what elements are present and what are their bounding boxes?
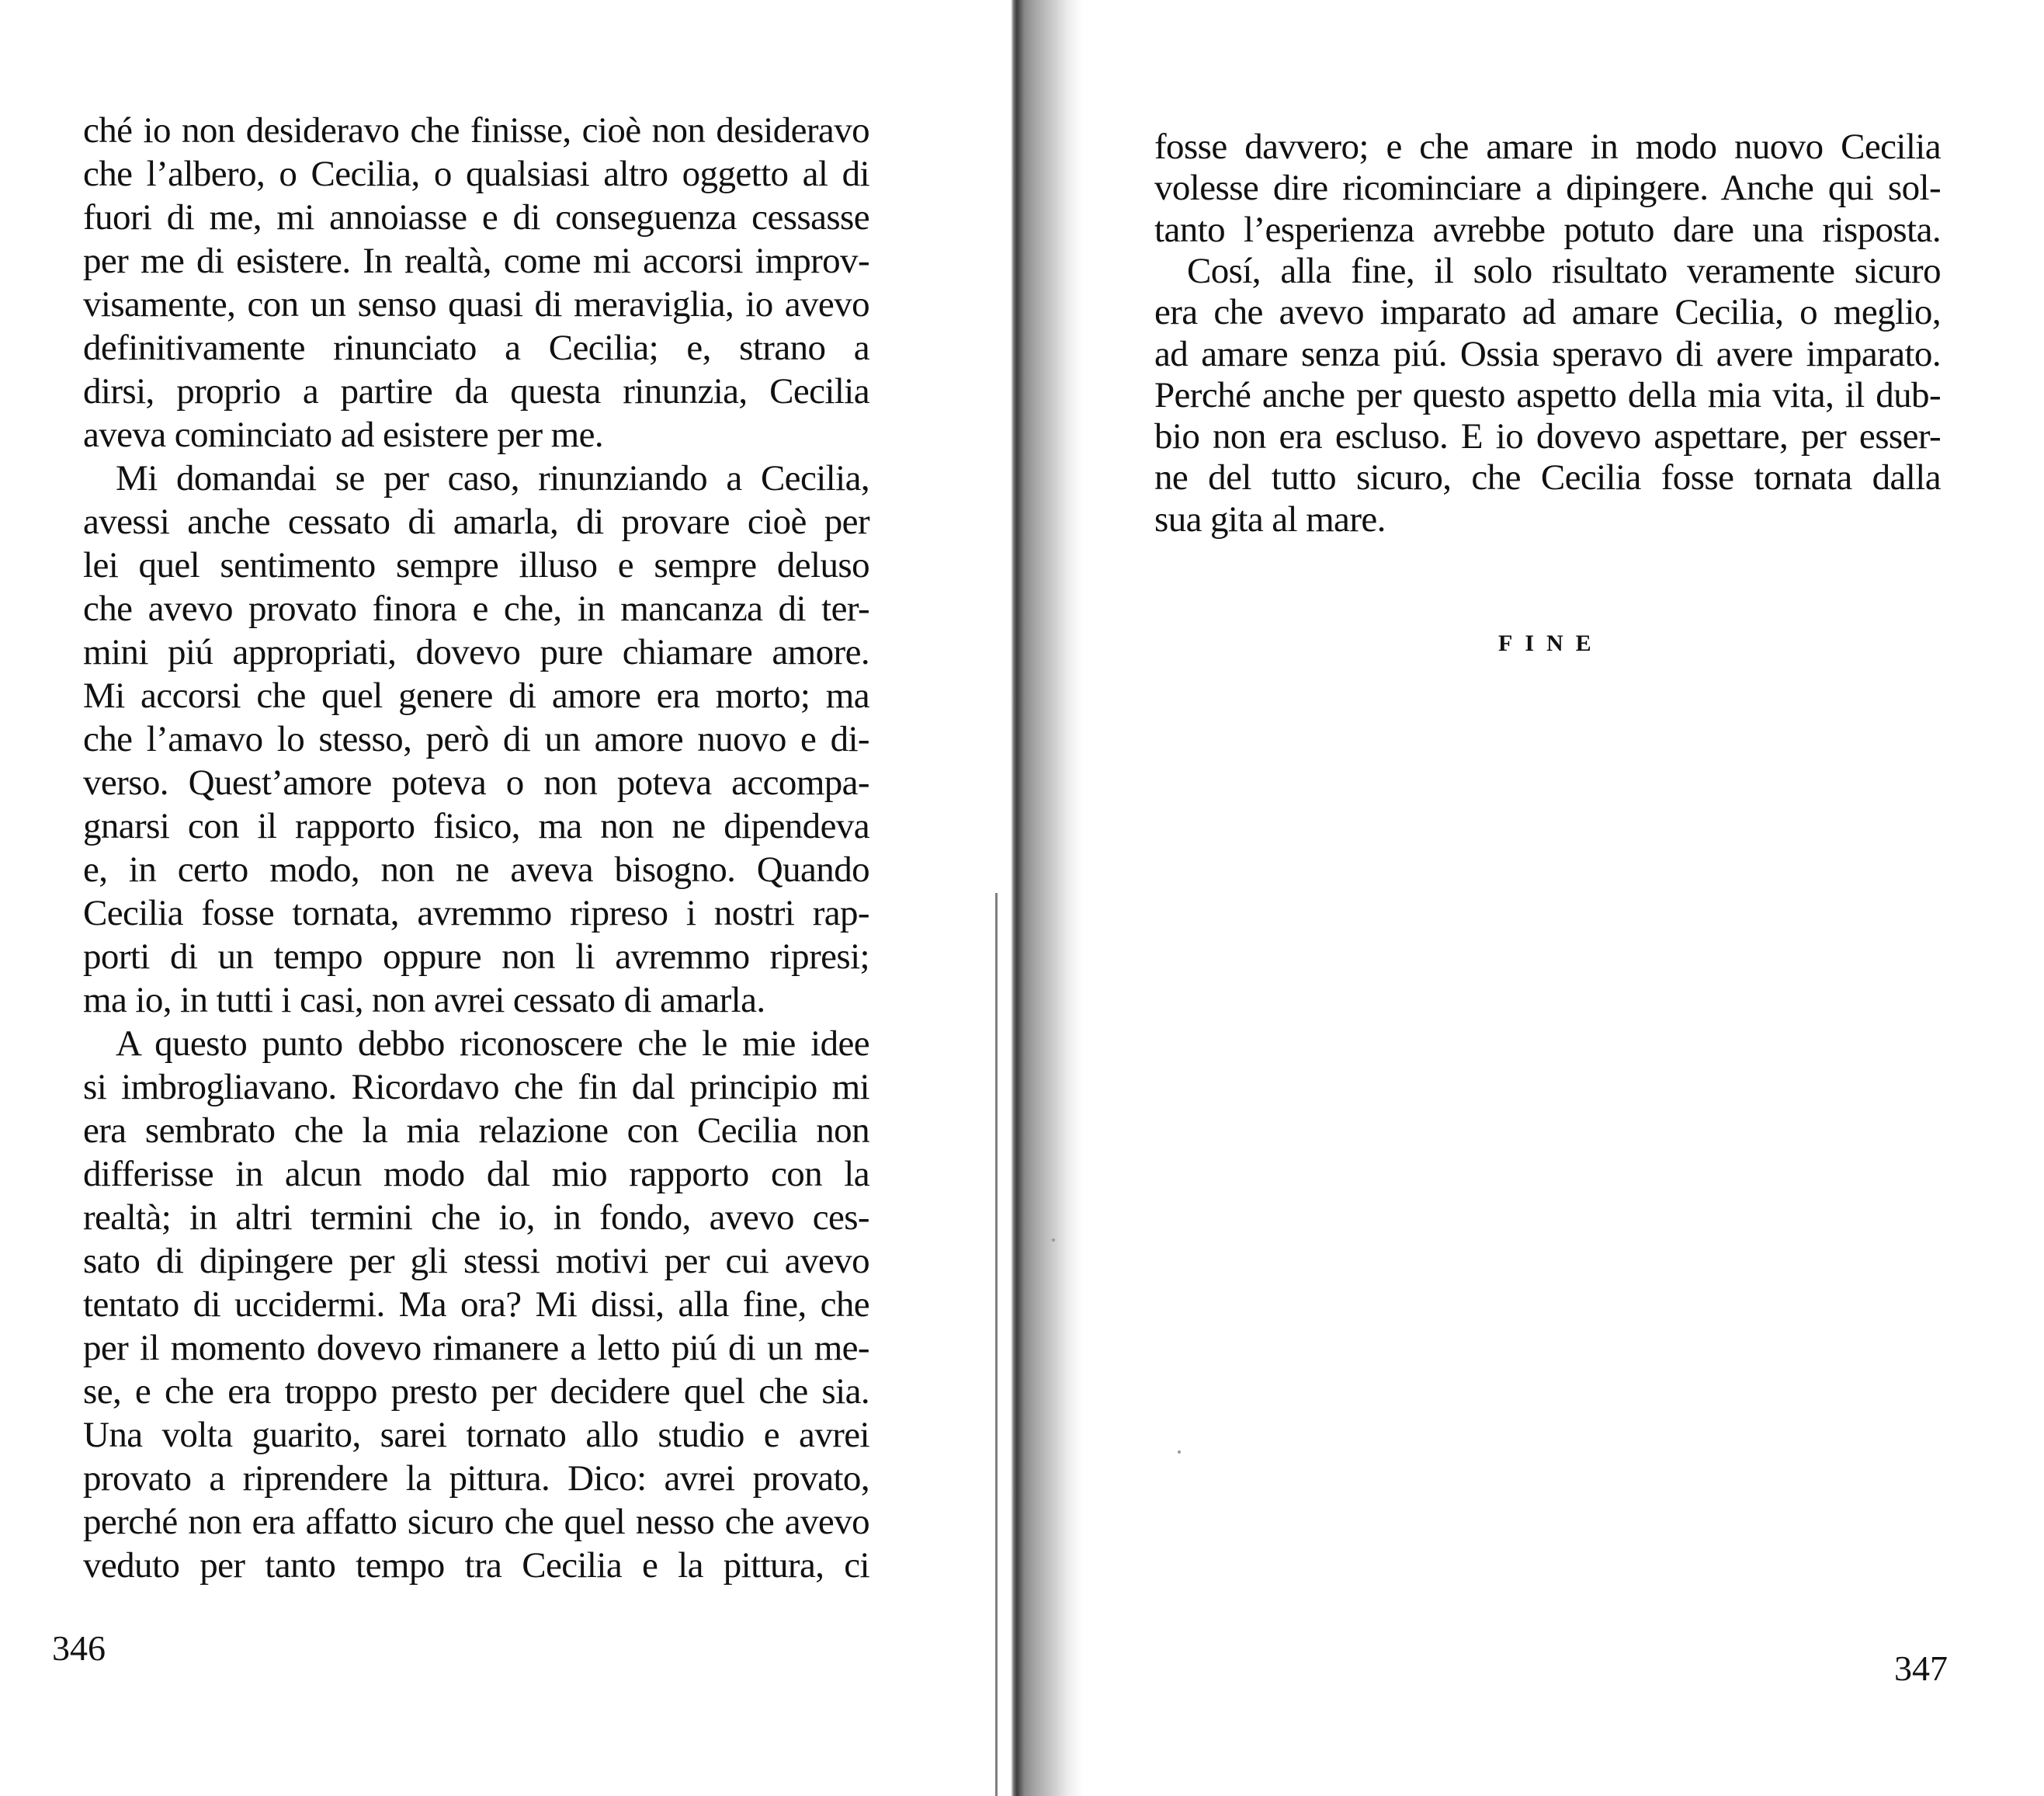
- text-line: aveva cominciato ad esistere per me.: [83, 415, 604, 455]
- text-line: definitivamente rinunciato a Cecilia; e, strano a: [83, 328, 869, 368]
- text-line: che l’amavo lo stesso, però di un amore nuovo e di-: [83, 719, 869, 759]
- text-line: volesse dire ricominciare a dipingere. Anche qui sol-: [1154, 168, 1941, 209]
- text-line: se, e che era troppo presto per decidere quel che sia.: [83, 1371, 869, 1412]
- text-line: visamente, con un senso quasi di meraviglia, io avevo: [83, 284, 869, 325]
- text-line: ne del tutto sicuro, che Cecilia fosse tornata dalla: [1154, 457, 1941, 499]
- right-page: [1009, 0, 2044, 1796]
- text-line: Perché anche per questo aspetto della mia vita, il dub-: [1154, 374, 1941, 415]
- book-gutter-shadow: [994, 0, 1095, 1796]
- text-line: Cecilia fosse tornata, avremmo ripreso i nostri rap-: [83, 893, 869, 933]
- text-line: mini piú appropriati, dovevo pure chiamare amore.: [83, 632, 869, 672]
- text-line: A questo punto debbo riconoscere che le mie idee: [116, 1023, 869, 1064]
- page-number-right: 347: [1894, 1648, 1948, 1688]
- text-line: dirsi, proprio a partire da questa rinunzia, Cecilia: [83, 371, 869, 412]
- text-line: porti di un tempo oppure non li avremmo ripresi;: [83, 936, 869, 977]
- text-line: tentato di uccidermi. Ma ora? Mi dissi, alla fine, che: [83, 1284, 869, 1325]
- text-line: veduto per tanto tempo tra Cecilia e la pittura, ci: [83, 1545, 869, 1586]
- text-line: perché non era affatto sicuro che quel nesso che avevo: [83, 1502, 869, 1542]
- end-mark: FINE: [1498, 631, 1604, 656]
- text-line: Mi accorsi che quel genere di amore era morto; ma: [83, 676, 869, 716]
- text-line: differisse in alcun modo dal mio rapporto con la: [83, 1154, 869, 1194]
- page-number-left: 346: [52, 1628, 106, 1668]
- text-line: ma io, in tutti i casi, non avrei cessato di amarla.: [83, 980, 765, 1020]
- text-line: ché io non desideravo che finisse, cioè non desideravo: [83, 110, 869, 151]
- text-line: provato a riprendere la pittura. Dico: avrei provato,: [83, 1458, 869, 1499]
- text-line: lei quel sentimento sempre illuso e sempre deluso: [83, 545, 869, 585]
- text-line: bio non era escluso. E io dovevo aspettare, per esser-: [1154, 416, 1941, 457]
- text-line: per il momento dovevo rimanere a letto piú di un me-: [83, 1328, 869, 1368]
- text-line: Mi domandai se per caso, rinunziando a Cecilia,: [116, 458, 869, 499]
- text-line: che avevo provato finora e che, in mancanza di ter-: [83, 589, 869, 629]
- text-line: sato di dipingere per gli stessi motivi per cui avevo: [83, 1241, 869, 1281]
- text-line: che l’albero, o Cecilia, o qualsiasi altro oggetto al di: [83, 154, 869, 194]
- text-line: Una volta guarito, sarei tornato allo studio e avrei: [83, 1415, 869, 1455]
- text-line: fuori di me, mi annoiasse e di conseguenza cessasse: [83, 197, 869, 238]
- text-line: ad amare senza piú. Ossia speravo di avere imparato.: [1154, 333, 1941, 374]
- text-line: si imbrogliavano. Ricordavo che fin dal principio mi: [83, 1067, 869, 1107]
- text-line: fosse davvero; e che amare in modo nuovo Cecilia: [1154, 127, 1941, 167]
- text-line: gnarsi con il rapporto fisico, ma non ne dipendeva: [83, 806, 869, 846]
- text-line: Cosí, alla fine, il solo risultato veramente sicuro: [1187, 250, 1941, 291]
- scan-speck: [1178, 1450, 1181, 1454]
- text-line: avessi anche cessato di amarla, di provare cioè per: [83, 502, 869, 542]
- text-line: realtà; in altri termini che io, in fondo, avevo ces-: [83, 1197, 869, 1238]
- text-line: per me di esistere. In realtà, come mi accorsi improv-: [83, 241, 869, 281]
- page-edge-line: [995, 893, 998, 1796]
- left-page: [0, 0, 1009, 1796]
- text-line: tanto l’esperienza avrebbe potuto dare una risposta.: [1154, 209, 1941, 250]
- text-line: verso. Quest’amore poteva o non poteva accompa-: [83, 763, 869, 803]
- text-line: sua gita al mare.: [1154, 499, 1386, 540]
- text-line: era che avevo imparato ad amare Cecilia, o meglio,: [1154, 292, 1941, 333]
- text-line: e, in certo modo, non ne aveva bisogno. Quando: [83, 849, 869, 890]
- scan-speck: [1052, 1238, 1055, 1242]
- text-line: era sembrato che la mia relazione con Cecilia non: [83, 1110, 869, 1151]
